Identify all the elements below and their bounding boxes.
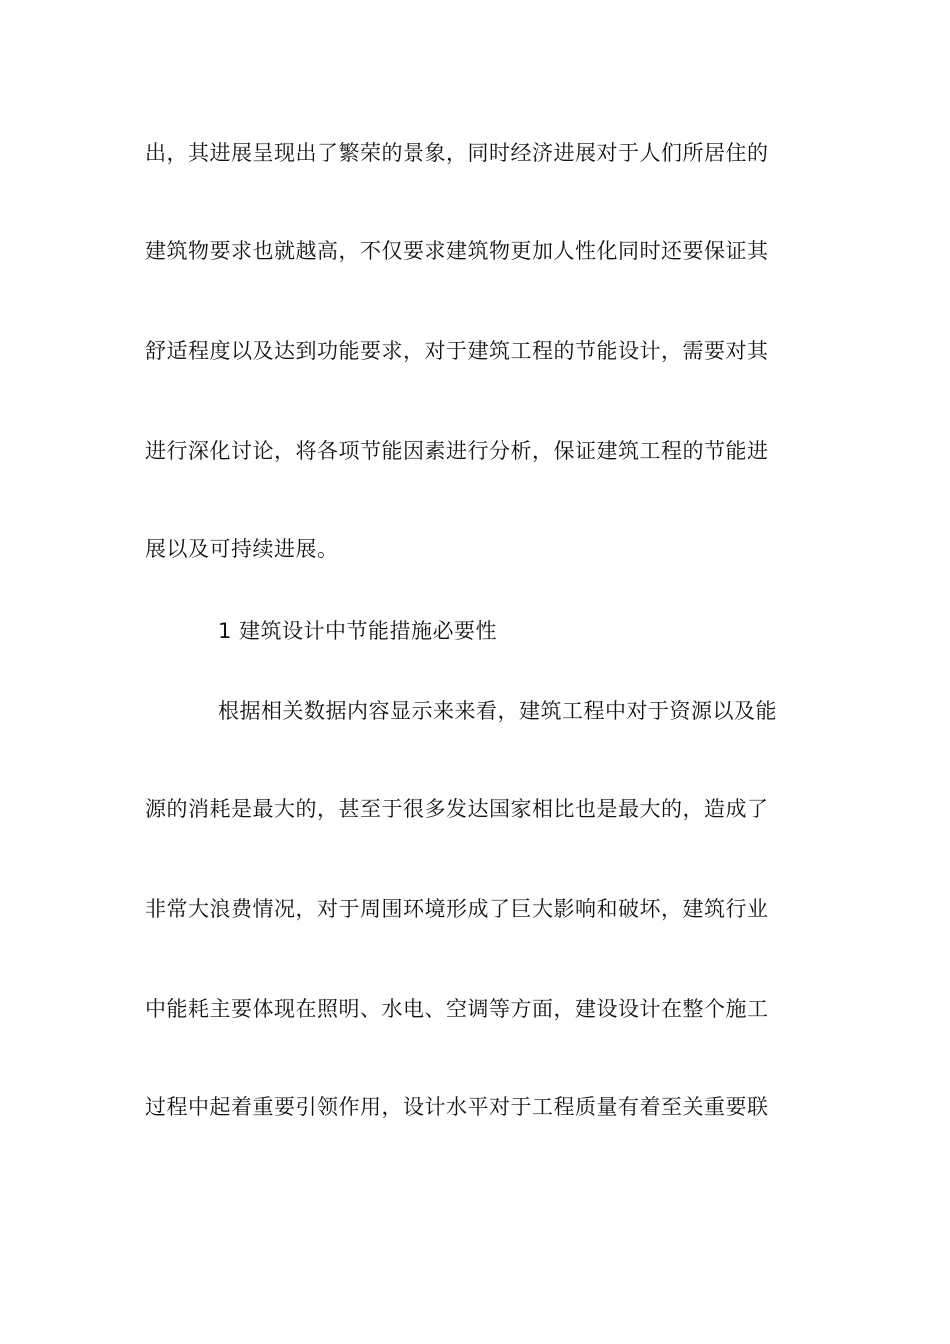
paragraph-1-line-1: 出，其进展呈现出了繁荣的景象，同时经济进展对于人们所居住的 [145,141,769,165]
paragraph-1-line-3: 舒适程度以及达到功能要求，对于建筑工程的节能设计，需要对其 [145,339,769,363]
paragraph-1-line-2: 建筑物要求也就越高，不仅要求建筑物更加人性化同时还要保证其 [145,239,769,263]
paragraph-2-line-1: 根据相关数据内容显示来来看，建筑工程中对于资源以及能 [218,699,777,723]
paragraph-2-line-5: 过程中起着重要引领作用，设计水平对于工程质量有着至关重要联 [145,1095,769,1119]
section-heading: 1 建筑设计中节能措施必要性 [218,619,498,643]
paragraph-2-line-2: 源的消耗是最大的，甚至于很多发达国家相比也是最大的，造成了 [145,797,769,821]
paragraph-1-line-5: 展以及可持续进展。 [145,537,339,561]
paragraph-2-line-4: 中能耗主要体现在照明、水电、空调等方面，建设设计在整个施工 [145,997,769,1021]
paragraph-1-line-4: 进行深化讨论，将各项节能因素进行分析，保证建筑工程的节能进 [145,439,769,463]
paragraph-2-line-3: 非常大浪费情况，对于周围环境形成了巨大影响和破坏，建筑行业 [145,897,769,921]
